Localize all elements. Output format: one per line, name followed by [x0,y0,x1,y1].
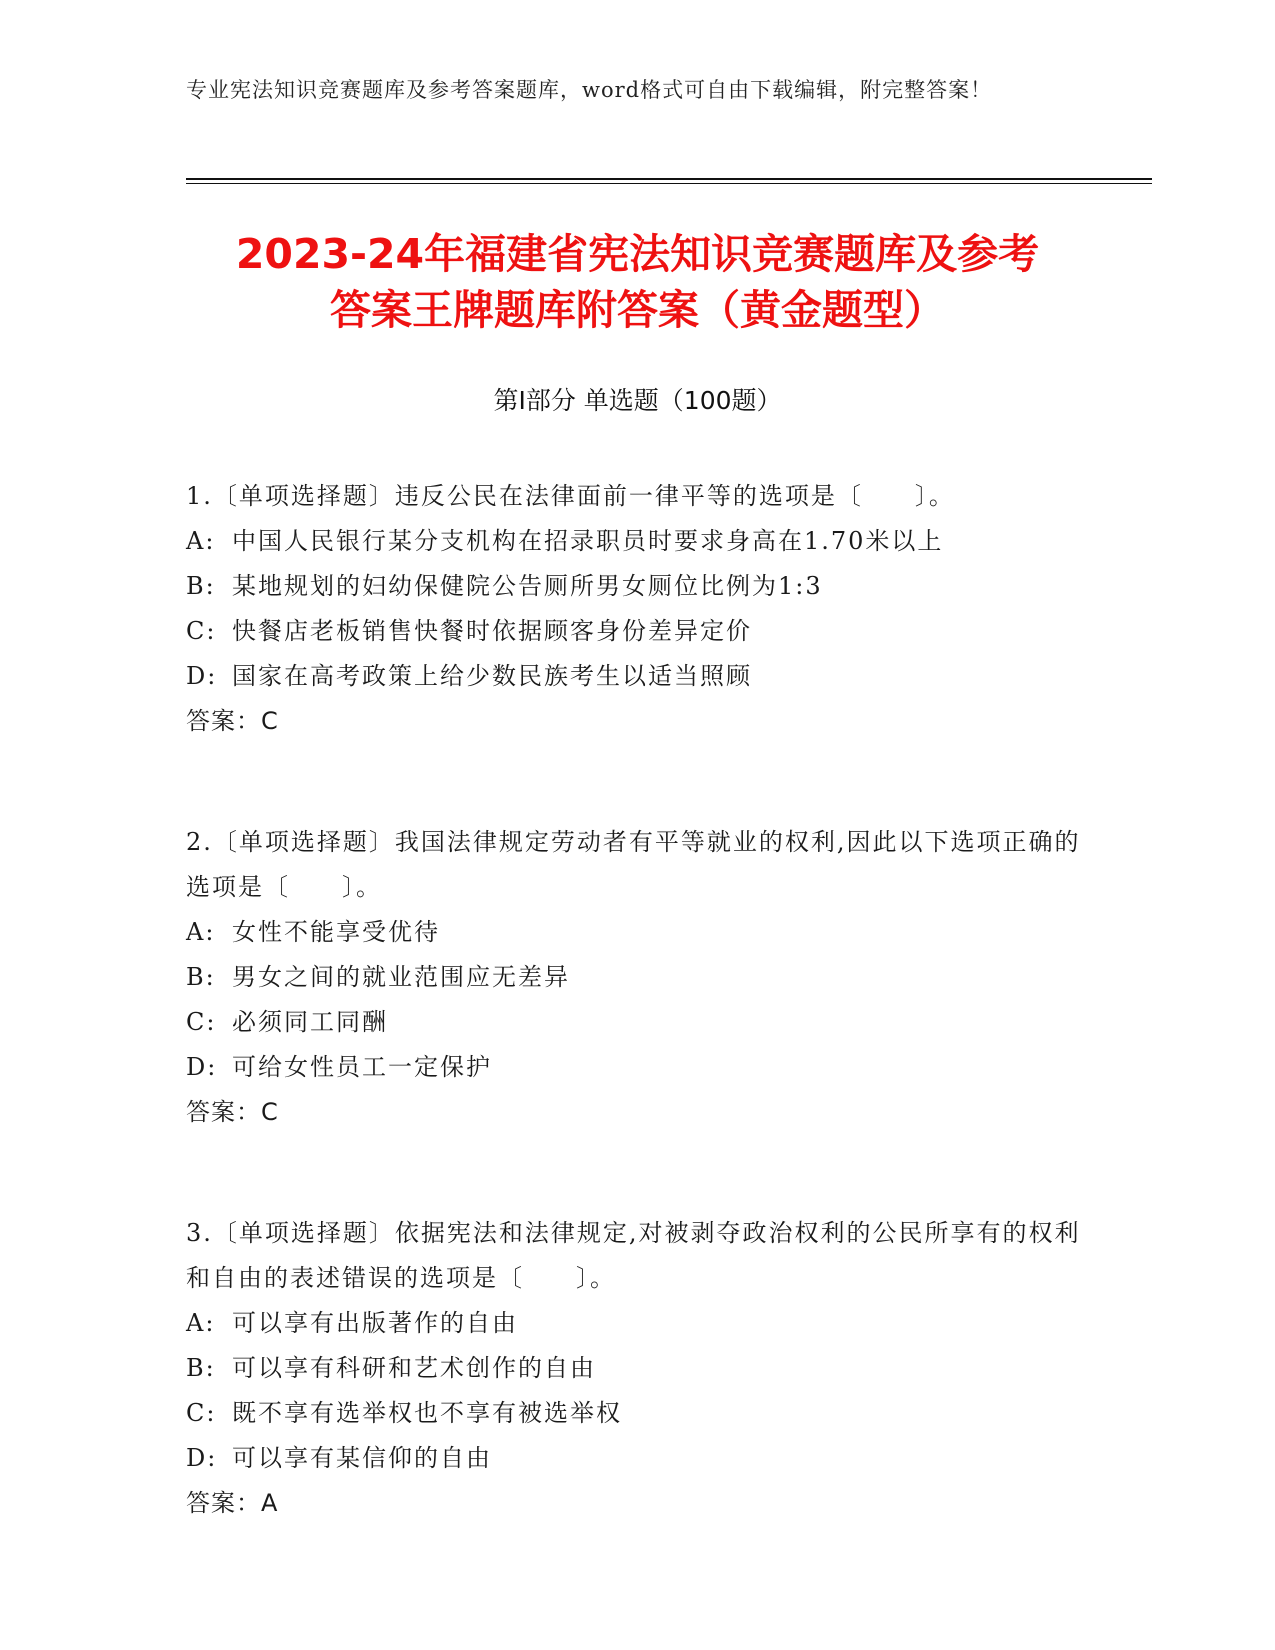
option-b [186,564,1086,609]
option-d [186,1045,1086,1090]
option-text: 既不享有选举权也不享有被选举权 [232,1399,622,1427]
option-b [186,955,1086,1000]
option-letter: B: [186,1354,216,1382]
option-b [186,1346,1086,1391]
option-a [186,910,1086,955]
option-c [186,609,1086,654]
option-letter: B: [186,963,216,991]
option-text: 女性不能享受优待 [232,918,440,946]
option-c [186,1391,1086,1436]
option-text: 某地规划的妇幼保健院公告厕所男女厕位比例为1:3 [232,572,823,600]
option-letter: B: [186,572,216,600]
option-letter: C: [186,617,217,645]
option-a [186,519,1086,564]
option-d [186,1436,1086,1481]
header-divider-thick [186,178,1152,180]
option-text: 中国人民银行某分支机构在招录职员时要求身高在1.70米以上 [232,527,944,555]
question-3 [186,1211,1086,1526]
answer-line: 答案：C [186,1098,279,1126]
question-stem: 2.〔单项选择题〕我国法律规定劳动者有平等就业的权利,因此以下选项正确的选项是〔 〕。 [186,828,1081,901]
section-heading: 第Ⅰ部分 单选题（100题） [493,386,782,415]
option-c [186,1000,1086,1045]
option-d [186,654,1086,699]
option-a [186,1301,1086,1346]
option-text: 可以享有某信仰的自由 [232,1444,492,1472]
option-letter: A: [186,918,216,946]
title-line-1: 2023-24年福建省宪法知识竞赛题库及参考 [235,230,1040,278]
option-letter: C: [186,1008,217,1036]
option-letter: D: [186,1053,218,1081]
header-note: 专业宪法知识竞赛题库及参考答案题库，word格式可自由下载编辑，附完整答案！ [186,78,993,102]
question-stem: 1.〔单项选择题〕违反公民在法律面前一律平等的选项是〔 〕。 [186,482,955,510]
question-1 [186,474,1086,744]
option-letter: D: [186,1444,218,1472]
option-letter: A: [186,1309,216,1337]
option-text: 可以享有科研和艺术创作的自由 [232,1354,596,1382]
option-text: 快餐店老板销售快餐时依据顾客身份差异定价 [232,617,752,645]
title-line-2: 答案王牌题库附答案（黄金题型） [330,286,945,334]
option-text: 可以享有出版著作的自由 [232,1309,518,1337]
document-title [150,226,1125,338]
option-text: 男女之间的就业范围应无差异 [232,963,570,991]
option-text: 必须同工同酬 [232,1008,388,1036]
answer-line: 答案：A [186,1489,279,1517]
option-text: 可给女性员工一定保护 [232,1053,492,1081]
question-stem: 3.〔单项选择题〕依据宪法和法律规定,对被剥夺政治权利的公民所享有的权利和自由的表述错误的选项是〔 〕。 [186,1219,1081,1292]
question-2 [186,820,1086,1135]
option-text: 国家在高考政策上给少数民族考生以适当照顾 [232,662,752,690]
option-letter: C: [186,1399,217,1427]
answer-line: 答案：C [186,707,279,735]
header-divider-thin [186,183,1152,184]
question-list [186,474,1086,1526]
option-letter: D: [186,662,218,690]
option-letter: A: [186,527,216,555]
